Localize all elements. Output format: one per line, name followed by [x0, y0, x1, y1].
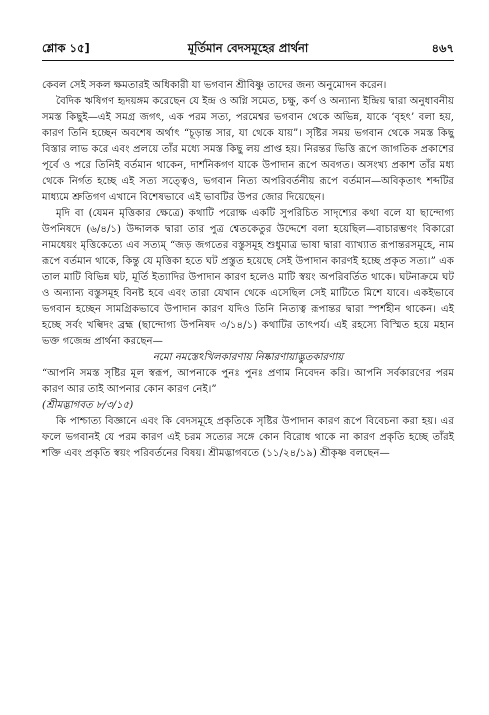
paragraph-2: বৈদিক ঋষিগণ হৃদয়ঙ্গম করেছেন যে ইন্দ্র ও অগ্নি সমেত, চক্ষু, কর্ণ ও অন্যান্য ইন্দ্রিয় দ্বারা অনুধাবনীয় সমস্ত কিছুই—এই সমগ্র জগৎ, এক পরম সত্য, পরমেশ্বর ভগবান থেকে অভিন্ন, যাকে ‘বৃহৎ’ বলা হয়, কারণ তিনি হচ্ছেন অবশেষ অর্থাৎ “চূড়ান্ত সার, যা থেকে যায়”। সৃষ্টির সময় ভগবান থেকে সমস্ত কিছু বিস্তার লাভ করে এবং প্রলয়ে তাঁর মধ্যে সমস্ত কিছু লয় প্রাপ্ত হয়। নিরন্তর ভিত্তি রূপে জাগতিক প্রকাশের পূর্বে ও পরে তিনিই বর্তমান থাকেন, দার্শনিকগণ যাকে উপাদান রূপে অবগত। অসংখ্য প্রকাশ তাঁর মধ্য থেকে নির্গত হচ্ছে এই সত্য সত্ত্বেও, ভগবান নিত্য অপরিবর্তনীয় রূপে বর্তমান—অবিকৃতাৎ শব্দটির মাধ্যমে শ্রুতিগণ এখানে বিশেষভাবে এই ভাবটির উপর জোর দিয়েছেন। — [42, 96, 454, 203]
page-number: ৪৬৭ — [431, 41, 454, 55]
verse-reference: (শ্রীমদ্ভাগবত ৮/৩/১৫) — [42, 400, 134, 411]
page-body — [42, 78, 454, 462]
sanskrit-verse: নমো নমস্তেঽখিলকারণায় নিষ্কারণায়াদ্ভুতকারণায় — [152, 352, 344, 363]
verse-label: শ্লোক ১৫] — [42, 41, 90, 55]
book-page — [42, 40, 454, 462]
running-header — [42, 40, 454, 62]
header-rule — [42, 60, 454, 61]
paragraph-3: মৃদি বা (যেমন মৃত্তিকার ক্ষেত্রে) কথাটি পরোক্ষ একটি সুপরিচিত সাদৃশ্যের কথা বলে যা ছান্দোগ্য উপনিষদে (৬/৪/১) উদ্দালক দ্বারা তার পুত্র শ্বেতকেতুর উদ্দেশে বলা হয়েছিল—বাচারম্ভণং বিকারো নামধেয়ং মৃত্তিকেত্যে এব সত্যম্ “জড় জগতের বস্তুসমূহ শুধুমাত্র ভাষা দ্বারা ব্যাখ্যাত রূপান্তরসমূহে, নাম রূপে বর্তমান থাকে, কিন্তু যে মৃত্তিকা হতে ঘট প্রস্তুত হয়েছে সেই উপাদান কারণই হচ্ছে প্রকৃত সত্য।” এক তাল মাটি বিভিন্ন ঘট, মূর্তি ইত্যাদির উপাদান কারণ হলেও মাটি স্বয়ং অপরিবর্তিত থাকে। ঘটনাক্রমে ঘট ও অন্যান্য বস্তুসমূহ বিনষ্ট হবে এবং তারা যেখান থেকে এসেছিল সেই মাটিতে মিশে যাবে। একইভাবে ভগবান হচ্ছেন সামগ্রিকভাবে উপাদান কারণ যদিও তিনি নিত্যত্ব রূপান্তর দ্বারা স্পর্শহীন থাকেন। এই হচ্ছে সর্বং খল্বিদং ব্রহ্ম (ছান্দোগ্য উপনিষদ ৩/১৪/১) কথাটির তাৎপর্য। এই রহস্যে বিস্মিত হয়ে মহান ভক্ত গজেন্দ্র প্রার্থনা করছেন— — [42, 208, 454, 347]
paragraph-4: কি পাশ্চাত্য বিজ্ঞানে এবং কি বেদসমূহে প্রকৃতিকে সৃষ্টির উপাদান কারণ রূপে বিবেচনা করা হয়। এর ফলে ভগবানই যে পরম কারণ এই চরম সত্যের সঙ্গে কোন বিরোধ থাকে না কারণ প্রকৃতি হচ্ছে তাঁরই শক্তি এবং প্রকৃতি স্বয়ং পরিবর্তনের বিষয়। শ্রীমদ্ভাগবতে (১১/২৪/১৯) শ্রীকৃষ্ণ বলছেন— — [42, 416, 454, 459]
paragraph-1: কেবল সেই সকল ক্ষমতারই অধিকারী যা ভগবান শ্রীবিষ্ণু তাদের জন্য অনুমোদন করেন। — [42, 80, 387, 91]
verse-translation: “আপনি সমস্ত সৃষ্টির মূল স্বরূপ, আপনাকে পুনঃ পুনঃ প্রণাম নিবেদন করি। আপনি সর্বকারণের পরম কারণ আর তাই আপনার কোন কারণ নেই।” — [42, 368, 454, 395]
chapter-title: মূর্তিমান বেদসমূহের প্রার্থনা — [187, 41, 309, 55]
